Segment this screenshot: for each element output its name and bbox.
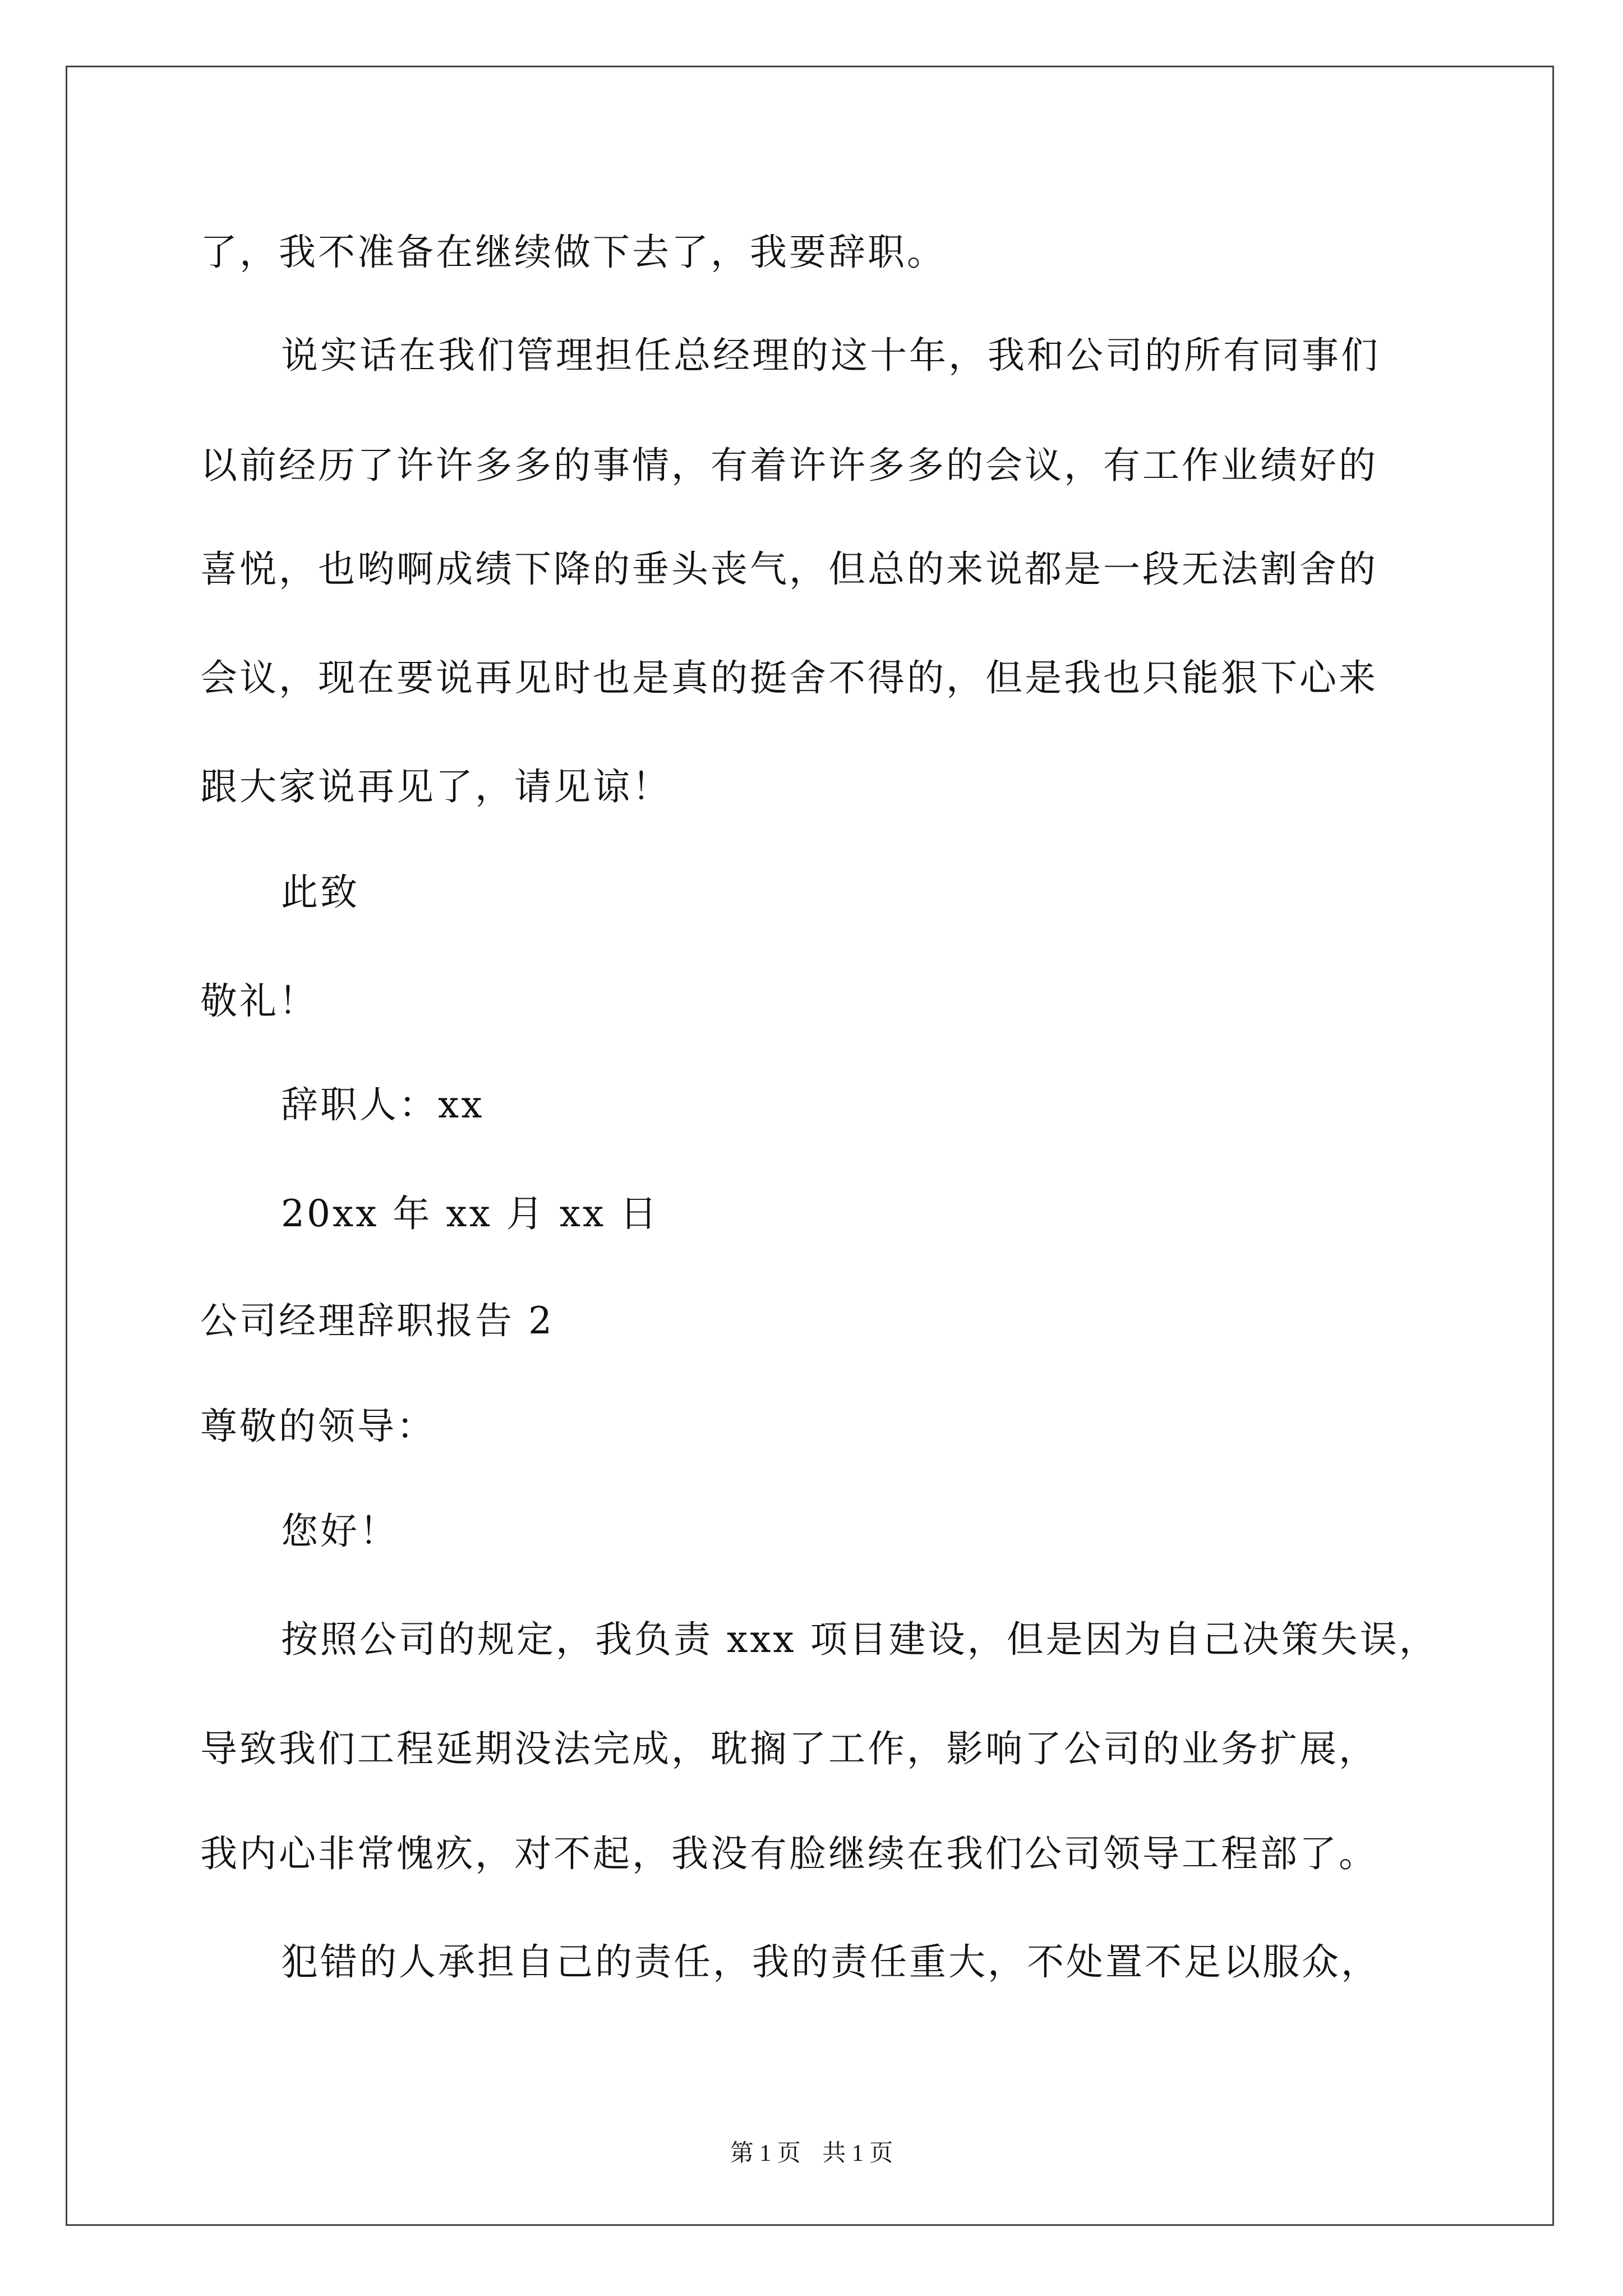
body-line: 以前经历了许许多多的事情，有着许许多多的会议，有工作业绩好的 [200, 444, 1378, 487]
salutation-line: 敬礼！ [200, 979, 318, 1023]
greeting-line: 尊敬的领导： [200, 1405, 436, 1448]
body-line: 按照公司的规定，我负责 xxx 项目建设，但是因为自己决策失误， [281, 1618, 1438, 1661]
greeting-line: 您好！ [281, 1510, 399, 1553]
body-line: 了，我不准备在继续做下去了，我要辞职。 [200, 231, 946, 274]
body-line: 会议，现在要说再见时也是真的挺舍不得的，但是我也只能狠下心来 [200, 656, 1378, 700]
body-line: 跟大家说再见了，请见谅！ [200, 765, 671, 808]
page-number: 第 1 页 [730, 2141, 801, 2166]
body-line: 喜悦，也哟啊成绩下降的垂头丧气，但总的来说都是一段无法割舍的 [200, 547, 1378, 591]
body-line: 说实话在我们管理担任总经理的这十年，我和公司的所有同事们 [281, 334, 1380, 377]
body-line: 犯错的人承担自己的责任，我的责任重大，不处置不足以服众， [281, 1940, 1380, 1984]
page-total: 共 1 页 [822, 2141, 893, 2166]
date-line: 20xx 年 xx 月 xx 日 [281, 1192, 660, 1235]
section-title: 公司经理辞职报告 2 [200, 1299, 554, 1342]
body-line: 导致我们工程延期没法完成，耽搁了工作，影响了公司的业务扩展， [200, 1727, 1378, 1770]
body-line: 我内心非常愧疚，对不起，我没有脸继续在我们公司领导工程部了。 [200, 1832, 1378, 1875]
salutation-line: 此致 [281, 871, 359, 914]
page-border [66, 66, 1554, 2226]
page-footer [0, 2134, 1623, 2168]
signature-line: 辞职人：xx [281, 1083, 485, 1126]
